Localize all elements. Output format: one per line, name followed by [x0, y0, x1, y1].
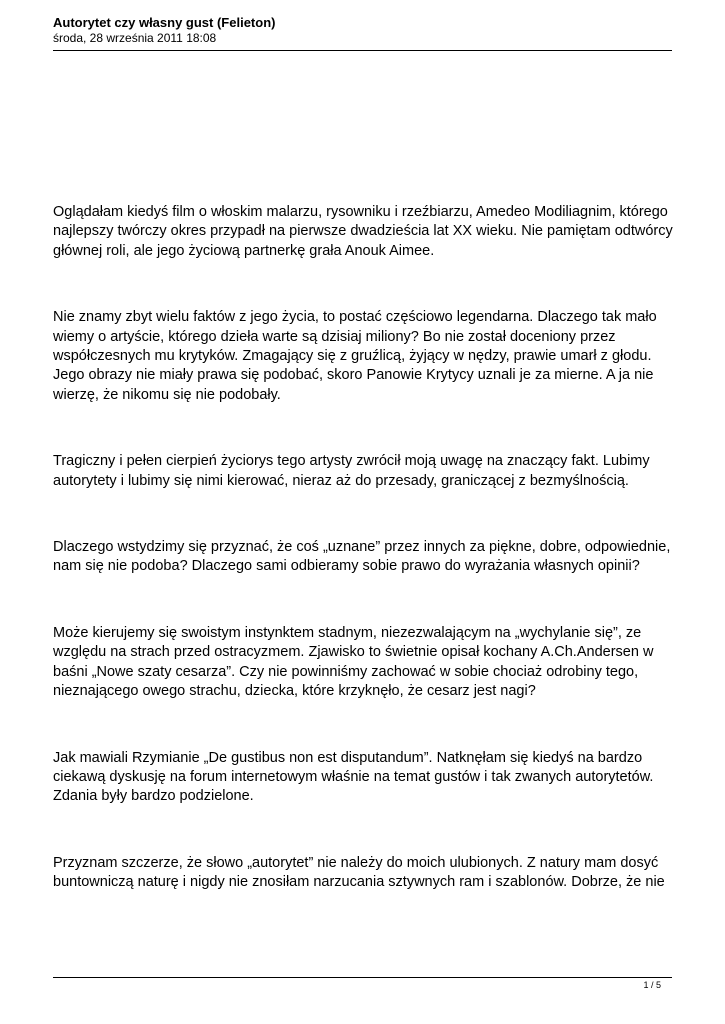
page-number: 1 / 5: [643, 980, 661, 990]
paragraph-3: Tragiczny i pełen cierpień życiorys tego artysty zwrócił moją uwagę na znaczący fakt. Lubimy autorytety i lubimy się nimi kierować, nieraz aż do przesady, graniczącej z bezmyślnością.: [53, 453, 650, 489]
header-divider: [53, 50, 672, 51]
article-date: środa, 28 września 2011 18:08: [53, 31, 217, 45]
paragraph-2: Nie znamy zbyt wielu faktów z jego życia, to postać częściowo legendarna. Dlaczego tak mało wiemy o artyście, którego dzieła warte są dzisiaj miliony? Bo nie został doceniony przez współczesnych mu krytyków. Zmagający się z gruźlicą, żyjący w nędzy, prawie umarł z głodu. Jego obrazy nie miały prawa się podobać, skoro Panowie Krytycy uznali je za mierne. A ja nie wierzę, że nikomu się nie podobały.: [53, 309, 657, 403]
paragraph-4: Dlaczego wstydzimy się przyznać, że coś „uznane” przez innych za piękne, dobre, odpowiednie, nam się nie podoba? Dlaczego sami odbieramy sobie prawo do wyrażania własnych opinii?: [53, 539, 671, 575]
article-body: [53, 203, 678, 940]
article-title: Autorytet czy własny gust (Felieton): [53, 15, 276, 30]
footer-divider: [53, 977, 672, 978]
paragraph-5: Może kierujemy się swoistym instynktem stadnym, niezezwalającym na „wychylanie się”, ze względu na strach przed ostracyzmem. Zjawisko to świetnie opisał kochany A.Ch.Andersen w baśni „Nowe szaty cesarza”. Czy nie powinniśmy zachować w sobie chociaż odrobiny tego, nieznającego owego strachu, dziecka, które krzyknęło, że cesarz jest nagi?: [53, 624, 654, 700]
paragraph-7: Przyznam szczerze, że słowo „autorytet” nie należy do moich ulubionych. Z natury mam dosyć buntowniczą naturę i nigdy nie znosiłam narzucania sztywnych ram i szablonów. Dobrze, że nie: [53, 854, 665, 891]
paragraph-6: Jak mawiali Rzymianie „De gustibus non est disputandum”. Natknęłam się kiedyś na bardzo ciekawą dyskusję na forum internetowym właśnie na temat gustów i tak zwanych autorytetów. Zdania były bardzo podzielone.: [53, 749, 654, 805]
document-header: [53, 14, 673, 46]
paragraph-1: Oglądałam kiedyś film o włoskim malarzu, rysowniku i rzeźbiarzu, Amedeo Modiliagnim, którego najlepszy twórczy okres przypadł na pierwsze dwadzieścia lat XX wieku. Nie pamiętam odtwórcy głównej roli, ale jego życiową partnerkę grała Anouk Aimee.: [53, 204, 673, 259]
